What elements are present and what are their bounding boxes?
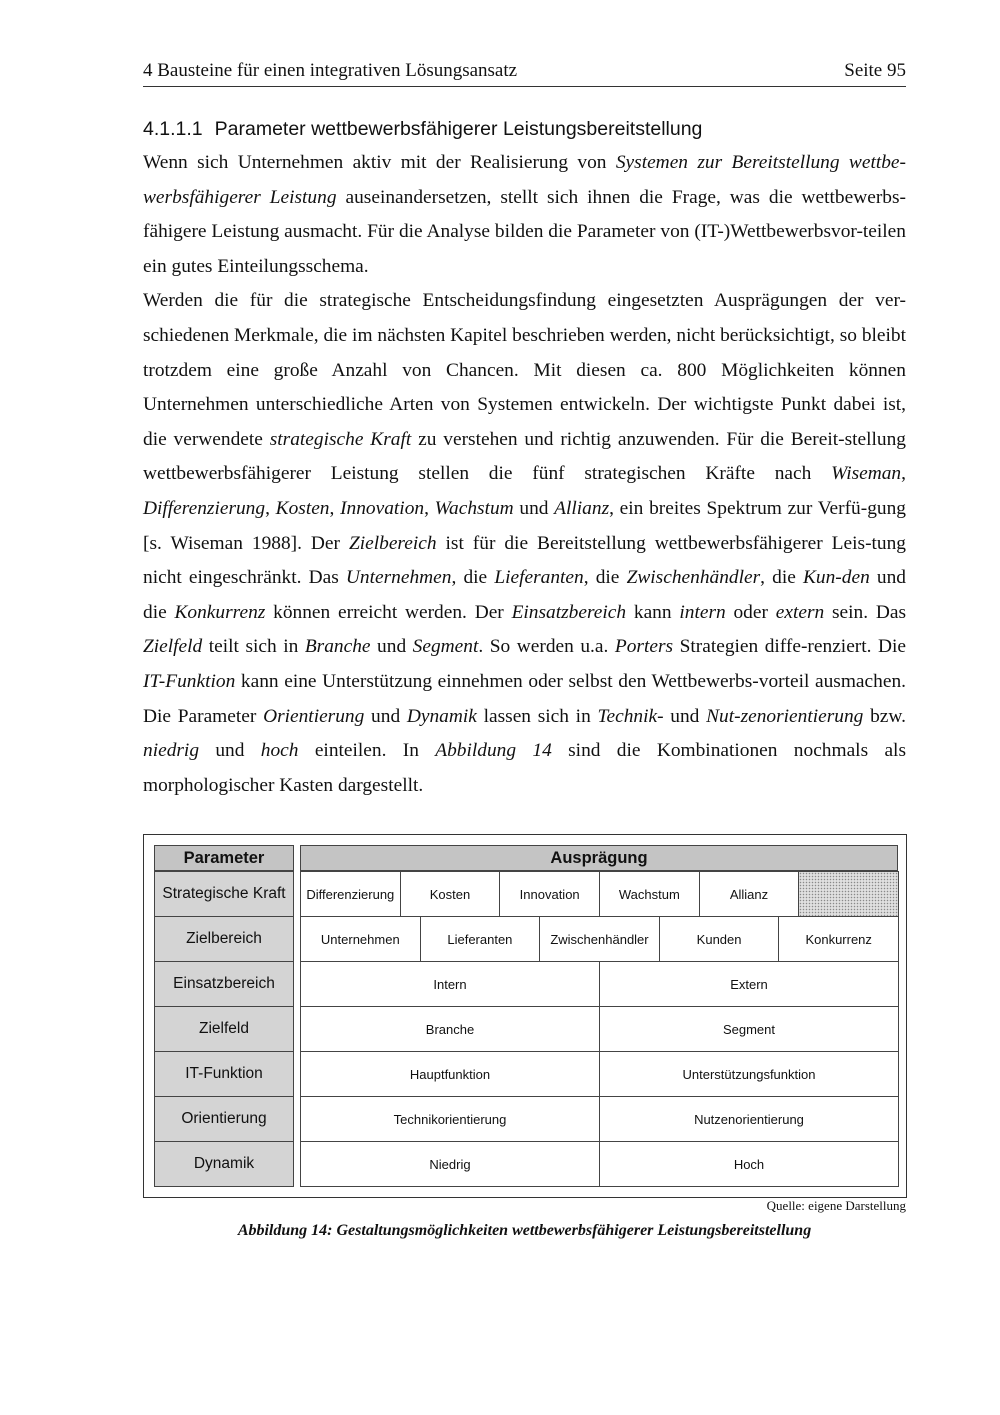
text-run: und [199, 740, 261, 762]
emphasis-text: Zielbereich [348, 532, 437, 554]
emphasis-text: niedrig [143, 740, 200, 762]
text-run: Werden die für die strategische Entscheidungsfindung eingesetzten Ausprägungen der ver-schiedenen Merkmale, die im nächsten Kapitel beschrieben werden, nicht berücksichtigt, so bleibt trotzdem eine große Anzahl von Chancen. Mit diesen ca. 800 Möglichkeiten können Unternehmen unterschiedliche Arten von Systemen entwickeln. Der wichtigste Punkt dabei ist, die verwendete [143, 290, 906, 450]
emphasis-text: Zwischenhändler [626, 567, 761, 589]
text-run: , [329, 497, 341, 519]
text-run: teilt sich in [202, 636, 305, 658]
value-cell: Branche [300, 1006, 600, 1052]
value-cell: Lieferanten [420, 916, 541, 962]
parameter-cell: Dynamik [154, 1141, 294, 1187]
text-run: bzw. [863, 705, 906, 727]
value-cell: Technikorientierung [300, 1096, 600, 1142]
emphasis-text: Abbildung 14 [435, 740, 552, 762]
emphasis-text: Einsatzbereich [511, 601, 627, 623]
emphasis-text: Porters [614, 636, 674, 658]
emphasis-text: Systemen zur Bereitstellung wettbe-werbsfähigerer Leistung [143, 152, 906, 208]
value-cell: Allianz [699, 871, 800, 917]
value-cell: Intern [300, 961, 600, 1007]
parameter-cell: Zielfeld [154, 1006, 294, 1052]
parameter-cell: Orientierung [154, 1096, 294, 1142]
text-run: können erreicht werden. Der [265, 601, 512, 623]
text-run: , die [451, 567, 495, 589]
emphasis-text: Dynamik [406, 705, 477, 727]
header-auspraegung: Ausprägung [300, 845, 898, 871]
text-run: einteilen. In [298, 740, 436, 762]
text-run: zu verstehen und richtig anzuwenden. Für die Bereit-stellung wettbewerbsfähigerer Leistung stellen die fünf strategischen Kräfte nach [143, 428, 906, 485]
emphasis-text: hoch [260, 740, 299, 762]
section-heading [143, 118, 702, 141]
emphasis-text: Technik- [597, 705, 664, 727]
header-parameter: Parameter [154, 845, 294, 871]
morphological-box [143, 834, 907, 1198]
parameter-cell: Strategische Kraft [154, 871, 294, 917]
paragraph [143, 284, 906, 803]
emphasis-text: Kosten [275, 497, 330, 519]
value-cell: Extern [599, 961, 899, 1007]
text-run: kann eine Unterstützung einnehmen oder selbst den Wettbewerbs-vorteil ausmachen. Die Parameter [143, 670, 906, 727]
value-cell: Kosten [400, 871, 501, 917]
page-header [143, 58, 906, 87]
empty-shaded-cell [798, 871, 899, 917]
text-run: ist für die Bereitstellung wettbewerbsfähigerer Leis-tung nicht eingeschränkt. Das [143, 532, 906, 589]
text-run: kann [626, 601, 680, 623]
body-text [143, 146, 906, 803]
emphasis-text: Unternehmen [345, 567, 452, 589]
text-run: , [265, 497, 276, 519]
value-cell: Hauptfunktion [300, 1051, 600, 1097]
value-cell: Zwischenhändler [539, 916, 660, 962]
figure-source: Quelle: eigene Darstellung [766, 1198, 906, 1213]
text-run: und [663, 705, 707, 727]
text-run: . So werden u.a. [478, 636, 615, 658]
emphasis-text: Kun-den [802, 567, 870, 589]
text-run: , ein breites Spektrum zur Verfü-gung [s. Wiseman 1988]. Der [143, 497, 906, 554]
text-run: lassen sich in [476, 705, 598, 727]
emphasis-text: extern [775, 601, 825, 623]
emphasis-text: Wiseman [831, 463, 902, 485]
text-run: , [424, 497, 435, 519]
emphasis-text: Wachstum [434, 497, 514, 519]
value-cell: Konkurrenz [778, 916, 899, 962]
text-run: oder [725, 601, 776, 623]
parameter-cell: Zielbereich [154, 916, 294, 962]
value-cell: Nutzenorientierung [599, 1096, 899, 1142]
parameter-cell: IT-Funktion [154, 1051, 294, 1097]
value-cell: Wachstum [599, 871, 700, 917]
emphasis-text: IT-Funktion [143, 670, 236, 692]
text-run: sein. Das [824, 601, 907, 623]
text-run: , die [760, 567, 803, 589]
value-cell: Unternehmen [300, 916, 421, 962]
text-run: Strategien diffe-renziert. Die [673, 636, 907, 658]
emphasis-text: Differenzierung [143, 497, 266, 519]
emphasis-text: Orientierung [263, 705, 365, 727]
value-cell: Hoch [599, 1141, 899, 1187]
text-run: auseinandersetzen, stellt sich ihnen die Frage, was die wettbewerbs-fähigere Leistung ausmacht. Für die Analyse bilden die Parameter von (IT-)Wettbewerbsvor-teilen ein gutes Einteilungsschema. [143, 186, 906, 277]
emphasis-text: Zielfeld [143, 636, 203, 658]
page-number: Seite 95 [844, 60, 906, 81]
value-cell: Innovation [499, 871, 600, 917]
parameter-cell: Einsatzbereich [154, 961, 294, 1007]
chapter-title: 4 Bausteine für einen integrativen Lösungsansatz [143, 60, 518, 81]
text-run: , [901, 463, 906, 485]
text-run: und [364, 705, 407, 727]
figure-caption: Abbildung 14: Gestaltungsmöglichkeiten wettbewerbsfähigerer Leistungsbereitstellung [237, 1222, 812, 1239]
value-cell: Kunden [659, 916, 780, 962]
text-run: und [513, 497, 555, 519]
section-title: Parameter wettbewerbsfähigerer Leistungsbereitstellung [214, 118, 703, 140]
text-run: , die [583, 567, 627, 589]
text-run: Wenn sich Unternehmen aktiv mit der Realisierung von [143, 152, 616, 173]
text-run: sind die Kombinationen nochmals als morphologischer Kasten dargestellt. [143, 740, 906, 796]
paragraph [143, 146, 906, 284]
text-run: und [370, 636, 413, 658]
emphasis-text: Lieferanten [494, 567, 584, 589]
value-cell: Niedrig [300, 1141, 600, 1187]
emphasis-text: strategische Kraft [269, 428, 412, 450]
emphasis-text: Konkurrenz [174, 601, 266, 623]
emphasis-text: Branche [304, 636, 371, 658]
value-cell: Segment [599, 1006, 899, 1052]
emphasis-text: Nut-zenorientierung [706, 705, 864, 727]
emphasis-text: Innovation [340, 497, 425, 519]
emphasis-text: Segment [412, 636, 479, 658]
emphasis-text: Allianz [554, 497, 610, 519]
text-run: und die [143, 567, 907, 623]
emphasis-text: intern [679, 601, 726, 623]
value-cell: Unterstützungsfunktion [599, 1051, 899, 1097]
section-number: 4.1.1.1 [143, 118, 203, 140]
value-cell: Differenzierung [300, 871, 401, 917]
